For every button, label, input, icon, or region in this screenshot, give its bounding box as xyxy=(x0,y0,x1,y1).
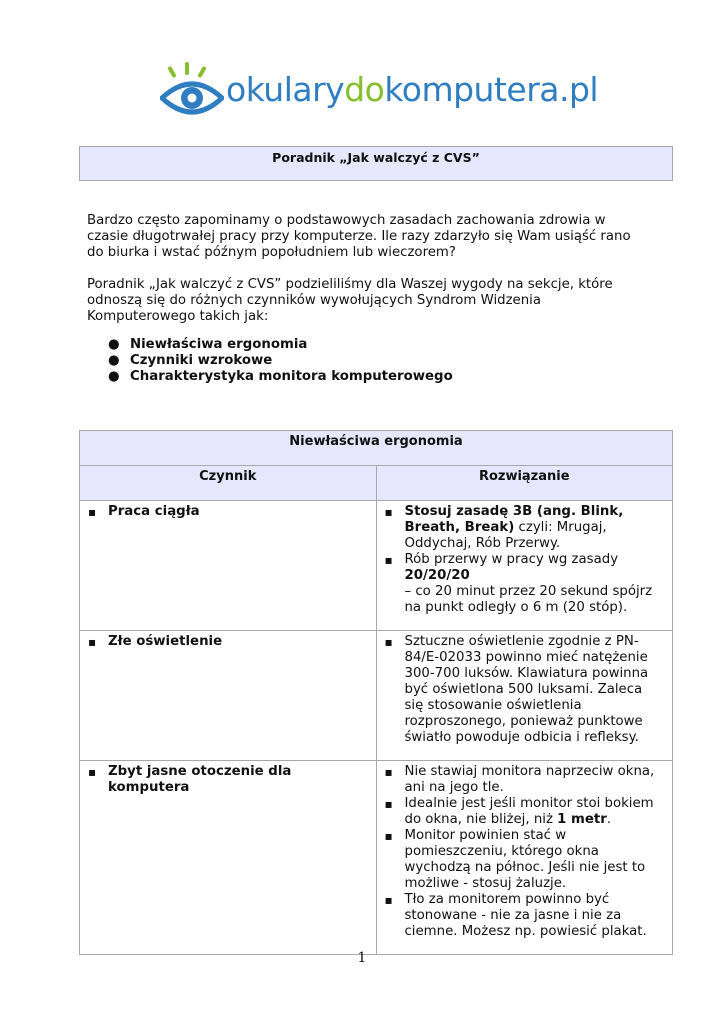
column-header-solution xyxy=(376,466,673,501)
eye-logo-icon xyxy=(160,62,224,126)
solution-text: Idealnie jest jeśli monitor stoi bokiem do okna, nie bliżej, niż xyxy=(404,796,654,827)
section-list xyxy=(87,337,453,385)
solution-text: Rób przerwy w pracy wg zasady xyxy=(404,552,619,567)
solution-item xyxy=(382,764,665,796)
solution-item xyxy=(382,892,665,940)
square-bullet-icon: ▪ xyxy=(88,765,97,779)
table-title: Niewłaściwa ergonomia xyxy=(289,434,463,449)
factor-item xyxy=(85,764,368,796)
intro-paragraph-2: Poradnik „Jak walczyć z CVS” podzieliliśmy dla Waszej wygody na sekcje, które odnoszą się do różnych czynników wywołujących Syndrom Widzenia Komputerowego takich jak: xyxy=(87,277,613,324)
factor-label: Praca ciągła xyxy=(108,504,200,519)
solution-cell xyxy=(376,501,673,631)
column-header-factor xyxy=(80,466,377,501)
section-item xyxy=(87,337,453,353)
section-label: Charakterystyka monitora komputerowego xyxy=(130,369,453,384)
solution-item xyxy=(382,504,665,552)
solution-cell xyxy=(376,761,673,955)
solution-item xyxy=(382,828,665,892)
solution-tail: – co 20 minut przez 20 sekund spójrz na punkt odległy o 6 m (20 stóp). xyxy=(404,584,653,615)
solution-cell xyxy=(376,631,673,761)
solution-text: Tło za monitorem powinno być stonowane - nie za jasne i nie za ciemne. Możesz np. powiesić plakat. xyxy=(404,892,647,939)
table-row xyxy=(80,501,673,631)
square-bullet-icon: ▪ xyxy=(384,829,393,843)
solution-item xyxy=(382,634,665,746)
logo-part-3: komputera.pl xyxy=(384,70,599,109)
section-label: Niewłaściwa ergonomia xyxy=(130,337,308,352)
square-bullet-icon: ▪ xyxy=(384,765,393,779)
solution-tail: . xyxy=(606,812,612,827)
bullet-icon: ● xyxy=(108,353,120,368)
section-label: Czynniki wzrokowe xyxy=(130,353,273,368)
solution-text: Nie stawiaj monitora naprzeciw okna, ani na jego tle. xyxy=(404,764,655,795)
guide-title: Poradnik „Jak walczyć z CVS” xyxy=(272,150,480,165)
column-header-solution-label: Rozwiązanie xyxy=(478,469,570,484)
solution-text: Sztuczne oświetlenie zgodnie z PN-84/E-02033 powinno mieć natężenie 300-700 luksów. Klawiatura powinna być oświetlona 500 luksami. Zaleca się stosowanie oświetlenia rozproszonego, ponieważ punktowe światło powoduje odbicia i refleksy. xyxy=(404,634,649,745)
solution-item xyxy=(382,796,665,828)
factor-label: Zbyt jasne otoczenie dla komputera xyxy=(108,764,292,795)
bullet-icon: ● xyxy=(108,337,120,352)
section-item xyxy=(87,369,453,385)
factor-item xyxy=(85,634,368,650)
site-logo xyxy=(160,62,599,126)
solution-item xyxy=(382,552,665,616)
guide-title-box xyxy=(79,146,673,181)
logo-part-1: okulary xyxy=(226,70,345,109)
table-title-cell xyxy=(80,431,673,466)
square-bullet-icon: ▪ xyxy=(384,635,393,649)
table-row xyxy=(80,631,673,761)
solution-bold: 1 metr xyxy=(557,812,607,827)
table-header-row xyxy=(80,466,673,501)
logo-part-2: do xyxy=(344,70,385,109)
table-row xyxy=(80,761,673,955)
solution-text: Monitor powinien stać w pomieszczeniu, którego okna wychodzą na północ. Jeśli nie jest to możliwe - stosuj żaluzje. xyxy=(404,828,646,891)
bullet-icon: ● xyxy=(108,369,120,384)
square-bullet-icon: ▪ xyxy=(384,797,393,811)
column-header-factor-label: Czynnik xyxy=(199,469,257,484)
intro-paragraph-1: Bardzo często zapominamy o podstawowych zasadach zachowania zdrowia w czasie długotrwałej pracy przy komputerze. Ile razy zdarzyło się Wam usiąść rano do biurka i wstać późnym popołudniem lub wieczorem? xyxy=(87,213,631,260)
factor-cell xyxy=(80,631,377,761)
factor-cell xyxy=(80,761,377,955)
factor-cell xyxy=(80,501,377,631)
solution-bold: 20/20/20 xyxy=(404,568,470,583)
square-bullet-icon: ▪ xyxy=(88,635,97,649)
ergonomics-table xyxy=(79,430,673,955)
square-bullet-icon: ▪ xyxy=(384,893,393,907)
solution-bold: Stosuj zasadę 3B (ang. Blink, Breath, Break) xyxy=(404,504,624,535)
table-title-row xyxy=(80,431,673,466)
solution-text: czyli: Mrugaj, Oddychaj, Rób Przerwy. xyxy=(404,520,607,551)
factor-label: Złe oświetlenie xyxy=(108,634,223,649)
page-number: 1 xyxy=(357,950,367,966)
logo-wordmark xyxy=(226,70,598,109)
factor-item xyxy=(85,504,368,520)
square-bullet-icon: ▪ xyxy=(384,553,393,567)
square-bullet-icon: ▪ xyxy=(384,505,393,519)
square-bullet-icon: ▪ xyxy=(88,505,97,519)
section-item xyxy=(87,353,453,369)
